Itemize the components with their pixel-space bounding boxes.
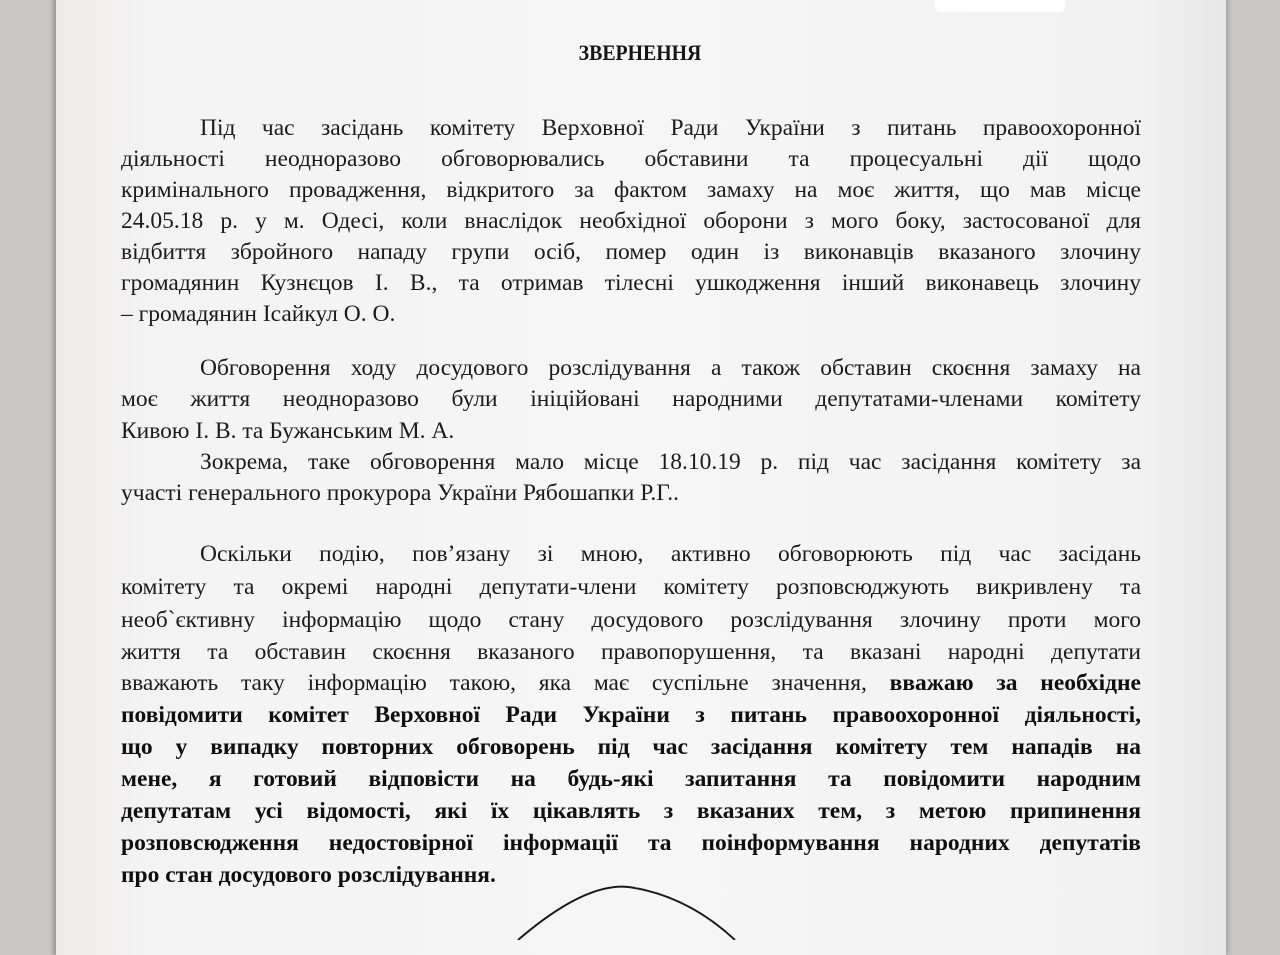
text: вважають таку інформацію такою, яка має суспільне значення, <box>121 670 890 696</box>
text-line <box>121 828 1141 858</box>
text-line-content <box>121 637 1141 667</box>
text: Обговорення ходу досудового розслідування а також обставин скоєння замаху на <box>200 355 1141 381</box>
text: – громадянин Ісайкул О. О. <box>121 301 396 327</box>
text: моє життя неодноразово були ініційовані народними депутатами-членами комітету <box>121 386 1141 412</box>
text-line-content <box>121 668 1141 698</box>
text: 24.05.18 р. у м. Одесі, коли внаслідок необхідної оборони з мого боку, застосованої для <box>121 208 1141 234</box>
text-line-content <box>121 478 1141 508</box>
text-line <box>121 764 1141 794</box>
text-line <box>200 447 1141 477</box>
text-line-content <box>121 605 1141 635</box>
text-line-content <box>121 144 1141 174</box>
text-line <box>121 668 1141 698</box>
text-line-content <box>200 447 1141 477</box>
text: Зокрема, таке обговорення мало місце 18.10.19 р. під час засідання комітету за <box>200 449 1141 475</box>
text: участі генерального прокурора України Рябошапки Р.Г.. <box>121 480 679 506</box>
text-line-content <box>121 700 1141 730</box>
text: діяльності неодноразово обговорювались обставини та процесуальні дії щодо <box>121 146 1141 172</box>
text-line-content <box>121 384 1141 414</box>
text: комітету та окремі народні депутати-члени комітету розповсюджують викривлену та <box>121 574 1141 600</box>
text: Кивою І. В. та Бужанським М. А. <box>121 418 455 444</box>
text-line <box>121 237 1141 267</box>
text-line-content <box>200 113 1141 143</box>
text-line <box>121 572 1141 602</box>
text-line-content <box>121 572 1141 602</box>
text-line <box>200 539 1141 569</box>
text-line-content <box>121 796 1141 826</box>
text: життя та обставин скоєння вказаного правопорушення, та вказані народні депутати <box>121 639 1141 665</box>
text-line-content <box>121 416 1141 446</box>
text-line-content <box>121 764 1141 794</box>
text-line <box>121 700 1141 730</box>
text-line <box>121 637 1141 667</box>
text: відбиття збройного нападу групи осіб, помер один із виконавців вказаного злочину <box>121 239 1141 265</box>
text: кримінального провадження, відкритого за фактом замаху на моє життя, що мав місце <box>121 177 1141 203</box>
text: необ`єктивну інформацію щодо стану досудового розслідування злочину проти мого <box>121 607 1141 633</box>
text-line <box>121 299 1141 329</box>
text-line-content <box>121 237 1141 267</box>
bold-text: що у випадку повторних обговорень під час засідання комітету тем нападів на <box>121 734 1141 760</box>
text-line <box>121 175 1141 205</box>
bold-text: про стан досудового розслідування. <box>121 862 496 888</box>
bold-text: повідомити комітет Верховної Ради України з питань правоохоронної діяльності, <box>121 702 1141 728</box>
stamp-seal-outline <box>500 880 760 940</box>
text-line-content <box>200 353 1141 383</box>
text: Оскільки подію, пов’язану зі мною, активно обговорюють під час засідань <box>200 541 1141 567</box>
text-line-content <box>121 732 1141 762</box>
redaction-mark <box>935 0 1065 12</box>
text-line <box>200 113 1141 143</box>
text-line-content <box>121 299 1141 329</box>
bold-text: депутатам усі відомості, які їх цікавлять з вказаних тем, з метою припинення <box>121 798 1141 824</box>
text-line <box>121 478 1141 508</box>
text-line <box>121 268 1141 298</box>
text-line <box>121 384 1141 414</box>
text: громадянин Кузнєцов І. В., та отримав тілесні ушкодження інший виконавець злочину <box>121 270 1141 296</box>
text-line <box>121 206 1141 236</box>
bold-text: розповсюдження недостовірної інформації та поінформування народних депутатів <box>121 830 1141 856</box>
text-line-content <box>200 539 1141 569</box>
text-line <box>121 144 1141 174</box>
text-line <box>121 732 1141 762</box>
document-title: ЗВЕРНЕННЯ <box>578 40 702 65</box>
text: Під час засідань комітету Верховної Ради України з питань правоохоронної <box>200 115 1141 141</box>
bold-text: мене, я готовий відповісти на будь-які запитання та повідомити народним <box>121 766 1141 792</box>
text-line <box>121 605 1141 635</box>
text-line <box>121 416 1141 446</box>
text-line-content <box>121 175 1141 205</box>
text-line-content <box>121 828 1141 858</box>
text-line <box>200 353 1141 383</box>
text-line-content <box>121 268 1141 298</box>
text-line-content <box>121 206 1141 236</box>
text-line <box>121 796 1141 826</box>
bold-text: вважаю за необхідне <box>889 670 1141 696</box>
